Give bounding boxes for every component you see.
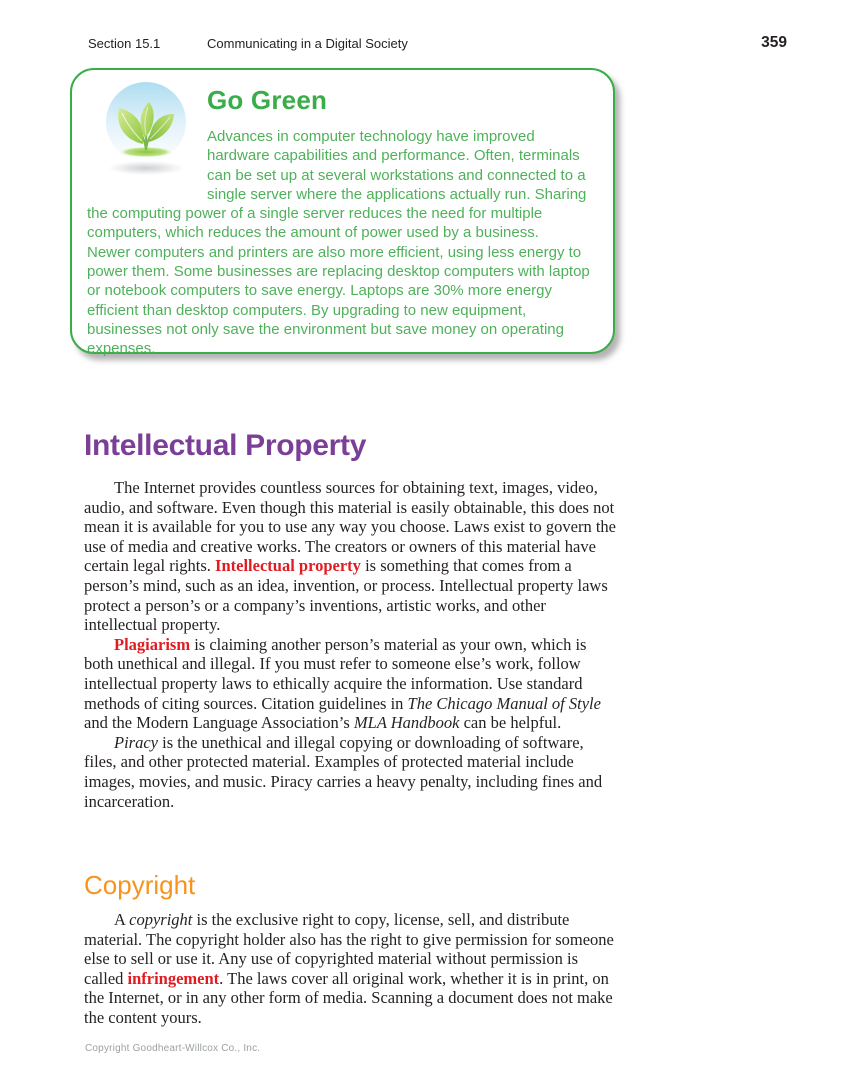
paragraph <box>84 478 619 635</box>
header-chapter-title: Communicating in a Digital Society <box>207 36 408 51</box>
text-run: is claiming another person’s material as your own, which is both unethical and illegal. If you must refer to someone else’s work, follow intellectual property laws to ethically acquire the information. Use standard methods of citing sources. Citation guidelines in <box>84 634 587 713</box>
go-green-feature-box <box>70 68 615 358</box>
go-green-title: Go Green <box>207 85 328 115</box>
subsection-heading-copyright: Copyright <box>84 870 196 900</box>
seedling-icon <box>87 80 207 186</box>
paragraph <box>84 635 619 733</box>
body-copy-block <box>84 478 619 811</box>
text-run: can be helpful. <box>459 713 562 733</box>
key-term: Intellectual property <box>215 556 361 576</box>
text-run: . The laws cover all original work, whether it is in print, on the Internet, or in any other form of media. Scanning a document does not make the content yours. <box>84 968 613 1027</box>
go-green-paragraph: Newer computers and printers are also more efficient, using less energy to power them. Some businesses are replacing desktop computers with laptop or notebook computers to save energy. Laptops are 30% more energy efficient than desktop computers. By upgrading to new equipment, businesses not only save the environment but save money on operating expenses. <box>87 243 590 358</box>
body-copy-block <box>84 910 619 1028</box>
paragraph <box>84 910 619 1028</box>
text-run: MLA Handbook <box>353 713 460 733</box>
text-run: A <box>114 910 130 929</box>
text-run: The Internet provides countless sources for obtaining text, images, video, audio, and software. Even though this material is easily obtainable, this does not mean it is available for you to use any way you choose. Laws exist to govern the use of media and creative works. The creators or owners of this material have certain legal rights. <box>84 478 616 576</box>
text-run: copyright <box>129 910 193 929</box>
copyright-footer: Copyright Goodheart-Willcox Co., Inc. <box>85 1043 261 1054</box>
text-run: is something that comes from a person’s mind, such as an idea, invention, or process. Intellectual property laws protect a person’s or a company’s inventions, artistic works, and other intellectual property. <box>84 556 608 635</box>
section-heading-intellectual-property: Intellectual Property <box>84 429 367 462</box>
key-term: Plagiarism <box>114 634 191 654</box>
text-run: The Chicago Manual of Style <box>407 693 601 713</box>
text-run: and the Modern Language Association’s <box>84 713 354 733</box>
go-green-paragraph: Advances in computer technology have improved hardware capabilities and performance. Often, terminals can be set up at several workstations and connected to a single server where the applications actually run. Sharing the computing power of a single server reduces the need for multiple computers, which reduces the amount of power used by a business. <box>87 128 587 242</box>
paragraph <box>84 733 619 811</box>
key-term: infringement <box>127 968 220 988</box>
text-run: is the unethical and illegal copying or downloading of software, files, and other protected material. Examples of protected material include images, movies, and music. Piracy carries a heavy penalty, including fines and incarceration. <box>84 732 603 811</box>
text-run: Piracy <box>114 732 158 752</box>
header-section-label: Section 15.1 <box>88 36 161 51</box>
text-run: is the exclusive right to copy, license, sell, and distribute material. The copyright holder also has the right to give permission for someone else to sell or use it. Any use of copyrighted material without permission is called <box>84 910 614 988</box>
header-page-number: 359 <box>761 34 787 51</box>
